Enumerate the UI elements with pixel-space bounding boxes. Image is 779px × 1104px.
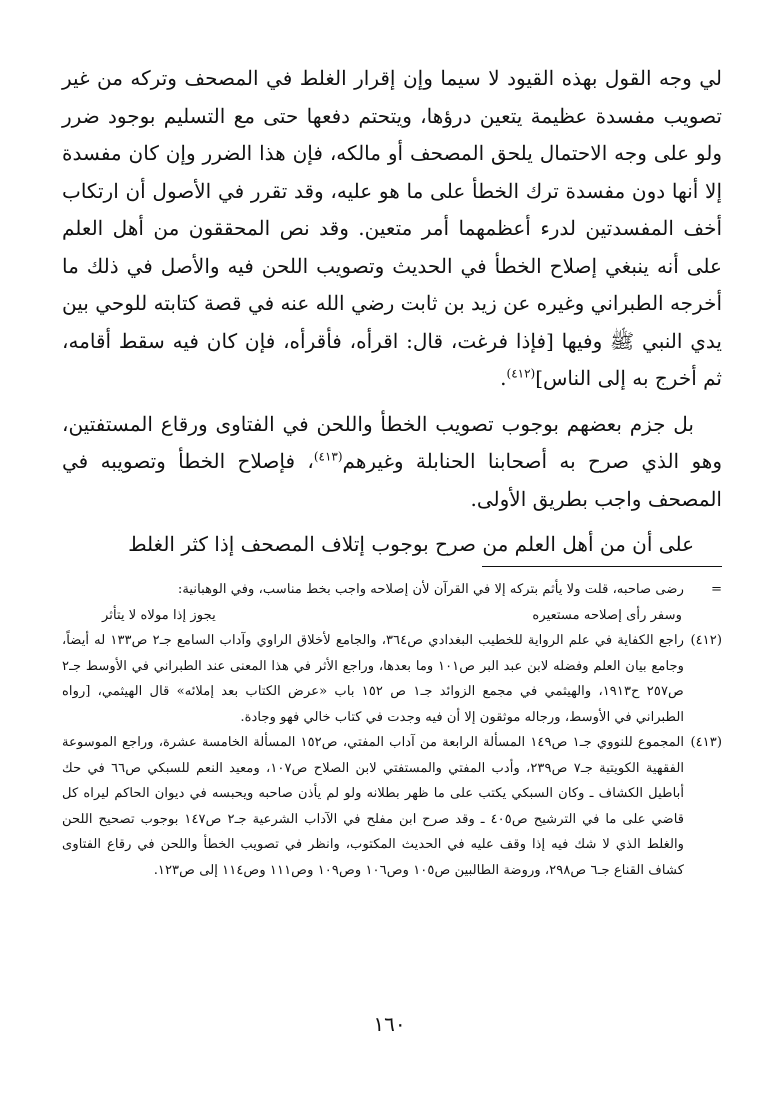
verse-hemistich-left: يجوز إذا مولاه لا يتأثر bbox=[102, 607, 216, 623]
footnote-ref-412[interactable]: (٤١٢) bbox=[506, 366, 536, 381]
main-text bbox=[62, 60, 722, 572]
footnote-412-text: راجع الكفاية في علم الرواية للخطيب البغدادي ص٣٦٤، والجامع لأخلاق الراوي وآداب السامع جـ٢ ص١٣٣ له أيضاً، وجامع بيان العلم وفضله لابن عبد البر ص١٠١ وما بعدها، وراجع الأثر في هذا المعنى عند الطبراني في الأوسط جـ٢ ص٢٥٧ ح١٩١٣، والهيثمي في مجمع الزوائد جـ١ ص ١٥٢ باب «عرض الكتاب بعد إملائه» قال الهيثمي، [رواه الطبراني في الأوسط، ورجاله موثقون إلا أن فيه وجدت في كتاب خالي فهو وجادة. bbox=[62, 633, 684, 725]
paragraph-1 bbox=[62, 60, 722, 398]
continuation-text: رضى صاحبه، قلت ولا يأثم بتركه إلا في القرآن لأن إصلاحه واجب بخط مناسب، وفي الوهبانية: bbox=[177, 582, 684, 597]
paragraph-1-text: لي وجه القول بهذه القيود لا سيما وإن إقرار الغلط في المصحف وتركه من غير تصويب مفسدة عظيمة يتعين درؤها، ويتحتم دفعها حتى مع التسليم بوجود ضرر ولو على وجه الاحتمال يلحق المصحف أو مالكه، فإن هذا الضرر وإن كان مفسدة إلا أنها دون مفسدة ترك الخطأ على ما هو عليه، وقد تقرر في الأصول أن ارتكاب أخف المفسدتين لدرء أعظمهما أمر متعين. وقد نص المحققون من أهل العلم على أنه ينبغي إصلاح الخطأ في الحديث وتصويب اللحن فيه والأصل في ذلك ما أخرجه الطبراني وغيره عن زيد بن ثابت رضي الله عنه في قصة كتابته للوحي بين يدي النبي ﷺ وفيها [فإذا فرغت، قال: اقرأه، فأقرأه، فإن كان فيه سقط أقامه، ثم أخرج به إلى الناس] bbox=[62, 66, 722, 390]
verse-line bbox=[62, 603, 722, 629]
paragraph-2-text-b: ، فإصلاح الخطأ وتصويبه في المصحف واجب بطريق الأولى. bbox=[62, 449, 722, 511]
footnote-ref-413[interactable]: (٤١٣) bbox=[313, 449, 343, 464]
paragraph-2 bbox=[62, 406, 722, 519]
footnote-412 bbox=[62, 628, 722, 730]
footnote-divider bbox=[482, 566, 722, 567]
page-number: ١٦٠ bbox=[373, 1012, 406, 1036]
footnote-continuation bbox=[62, 577, 722, 603]
footnote-413 bbox=[62, 730, 722, 883]
footnote-413-number: (٤١٣) bbox=[690, 735, 722, 750]
paragraph-1-end: . bbox=[500, 366, 507, 390]
paragraph-3: على أن من أهل العلم من صرح بوجوب إتلاف المصحف إذا كثر الغلط bbox=[128, 532, 694, 556]
footnotes-section bbox=[62, 566, 722, 883]
verse-hemistich-right: وسفر رأى إصلاحه مستعيره bbox=[532, 607, 682, 623]
paragraph-2-text-a: بل جزم بعضهم بوجوب تصويب الخطأ واللحن في الفتاوى ورقاع المستفتين، وهو الذي صرح به أصحابنا الحنابلة وغيرهم bbox=[62, 411, 722, 473]
footnote-412-number: (٤١٢) bbox=[690, 633, 722, 648]
footnote-413-text: المجموع للنووي جـ١ ص١٤٩ المسألة الرابعة من آداب المفتي، ص١٥٢ المسألة الخامسة عشرة، وراجع الموسوعة الفقهية الكويتية جـ٧ ص٢٣٩، وأدب المفتي والمستفتي لابن الصلاح ص١٠٧، ومعيد النعم للسبكي ص٦٦ في حك أباطيل الكشاف ـ وكان السبكي يكتب على ما ظهر بطلانه ولو لم يأذن صاحبه ويحبسه في ديوان الحاكم ليراه كل قاضي على ما في الترشيح ص٤٠٥ ـ وقد صرح ابن مفلح في الآداب الشرعية جـ٢ ص١٤٧ بوجوب تصحيح اللحن والغلط الذي لا شك فيه إذا وقف عليه في الحديث المكتوب، وانظر في تصويب الخطأ واللحن في رقاع الفتاوى كشاف القناع جـ٦ ص٢٩٨، وروضة الطالبين ص١٠٥ وص١٠٦ وص١٠٩ وص١١١ وص١١٤ إلى ص١٢٣. bbox=[62, 735, 685, 878]
continuation-mark: = bbox=[710, 582, 722, 597]
